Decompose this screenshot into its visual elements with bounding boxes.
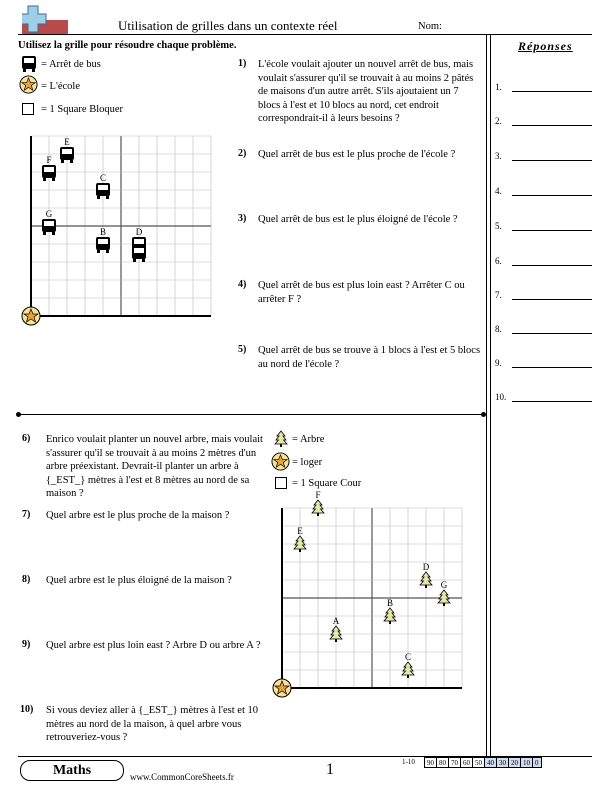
answer-line[interactable] <box>512 367 592 368</box>
answer-line[interactable] <box>512 401 592 402</box>
tree-marker <box>402 662 414 678</box>
answer-number: 6. <box>495 256 502 266</box>
question-text: Quel arrêt de bus est le plus éloigné de l'école ? <box>258 214 458 225</box>
logo-plus-icon <box>22 4 72 38</box>
answer-number: 5. <box>495 221 502 231</box>
marker-label: B <box>99 227 107 237</box>
score-table <box>424 757 542 768</box>
answer-line[interactable] <box>512 333 592 334</box>
question-number: 2) <box>238 148 247 159</box>
legend-tree: = Arbre <box>292 434 325 445</box>
divider-dot-left <box>16 412 21 417</box>
answer-line[interactable] <box>512 299 592 300</box>
marker-label: F <box>315 490 321 500</box>
score-cell: 60 <box>461 758 473 768</box>
question-number: 10) <box>20 704 34 715</box>
home-star-marker <box>22 307 40 325</box>
answer-column-divider-2 <box>490 34 491 756</box>
answer-number: 2. <box>495 116 502 126</box>
answer-number: 7. <box>495 290 502 300</box>
question-text: Quel arbre est le plus proche de la maison ? <box>46 510 230 521</box>
subject-badge: Maths <box>20 760 124 781</box>
home-star-icon <box>271 452 290 471</box>
question-text: Quel arbre est plus loin east ? Arbre D ou arbre A ? <box>46 640 261 651</box>
answer-number: 3. <box>495 151 502 161</box>
tree-icon <box>273 430 289 448</box>
question-number: 4) <box>238 279 247 290</box>
question-number: 1) <box>238 58 247 69</box>
legend-home: = loger <box>292 457 323 468</box>
question-text: Quel arrêt de bus est le plus proche de l'école ? <box>258 149 456 160</box>
question-number: 6) <box>22 433 31 444</box>
question-number: 3) <box>238 213 247 224</box>
legend-square-2: = 1 Square Cour <box>292 478 362 489</box>
marker-label: D <box>422 562 430 572</box>
score-cell: 70 <box>449 758 461 768</box>
answer-line[interactable] <box>512 125 592 126</box>
tree-marker <box>420 572 432 588</box>
question-text: Enrico voulait planter un nouvel arbre, mais voulait s'assurer qu'il se trouvait à au moins 2 mètres d'un arbre préexistant. Devrait-il planter un arbre à {_EST_} mètres à l'est et 8 mètres au nord de sa maison ? <box>46 434 263 499</box>
marker-label: G <box>440 580 448 590</box>
score-label: 1-10 <box>402 758 415 766</box>
question-number: 9) <box>22 639 31 650</box>
answer-line[interactable] <box>512 230 592 231</box>
answer-line[interactable] <box>512 160 592 161</box>
tree-marker <box>384 608 396 624</box>
score-cell: 80 <box>437 758 449 768</box>
divider-dot-right <box>481 412 486 417</box>
tree-marker <box>312 500 324 516</box>
marker-label: F <box>46 155 52 165</box>
answer-number: 4. <box>495 186 502 196</box>
question-number: 7) <box>22 509 31 520</box>
marker-label: E <box>297 526 303 536</box>
marker-label: C <box>99 173 107 183</box>
tree-marker <box>294 536 306 552</box>
marker-label: G <box>45 209 53 219</box>
star-icon <box>19 75 38 94</box>
answer-line[interactable] <box>512 265 592 266</box>
square-icon <box>22 103 34 115</box>
bus-icon <box>20 55 38 73</box>
answer-line[interactable] <box>512 91 592 92</box>
square-icon-2 <box>275 477 287 489</box>
question-text: L'école voulait ajouter un nouvel arrêt de bus, mais voulait s'assurer qu'il se trouvait à au moins 2 pâtés de maisons d'un autre arrêt. S'ils ajoutaient un 7 blocs à l'est et 10 blocs au nord, cet endroit correspondrait-il à leurs besoins ? <box>258 59 474 124</box>
score-cell: 40 <box>485 758 497 768</box>
header-rule <box>18 34 592 35</box>
answer-number: 1. <box>495 82 502 92</box>
tree-marker <box>438 590 450 606</box>
answers-title: Réponses <box>518 39 573 53</box>
score-cell: 30 <box>497 758 509 768</box>
question-text: Si vous deviez aller à {_EST_} mètres à l'est et 10 mètres au nord de la maison, à quel arbre vous retrouveriez-vous ? <box>46 705 258 743</box>
legend-bus: = Arrêt de bus <box>41 59 101 70</box>
home-star-marker <box>273 679 291 697</box>
answer-column-divider <box>486 34 487 756</box>
question-text: Quel arrêt de bus est plus loin east ? Arrêter C ou arrêter F ? <box>258 280 465 305</box>
score-cell: 20 <box>509 758 521 768</box>
answer-number: 9. <box>495 358 502 368</box>
name-label: Nom: <box>418 21 442 32</box>
question-text: Quel arbre est le plus éloigné de la maison ? <box>46 575 232 586</box>
marker-label: E <box>64 137 70 147</box>
tree-marker <box>330 626 342 642</box>
website: www.CommonCoreSheets.fr <box>130 772 234 782</box>
legend-school: = L'école <box>41 81 81 92</box>
marker-label: B <box>386 598 394 608</box>
score-cell: 0 <box>533 758 542 768</box>
marker-label: A <box>332 616 340 626</box>
marker-label: C <box>404 652 412 662</box>
marker-label: D <box>135 227 143 237</box>
page-title: Utilisation de grilles dans un contexte réel <box>118 18 338 33</box>
legend-square: = 1 Square Bloquer <box>41 104 124 115</box>
answer-number: 8. <box>495 324 502 334</box>
instructions: Utilisez la grille pour résoudre chaque problème. <box>18 40 237 51</box>
score-cell: 10 <box>521 758 533 768</box>
question-text: Quel arrêt de bus se trouve à 1 blocs à l'est et 5 blocs au nord de l'école ? <box>258 345 481 370</box>
score-cell: 50 <box>473 758 485 768</box>
tree-grid <box>268 490 474 700</box>
page-number: 1 <box>326 761 334 778</box>
question-number: 5) <box>238 344 247 355</box>
score-cell: 90 <box>425 758 437 768</box>
bus-stop-grid <box>14 128 220 328</box>
answer-number: 10. <box>495 392 507 402</box>
question-number: 8) <box>22 574 31 585</box>
answer-line[interactable] <box>512 195 592 196</box>
section-divider <box>18 414 484 415</box>
